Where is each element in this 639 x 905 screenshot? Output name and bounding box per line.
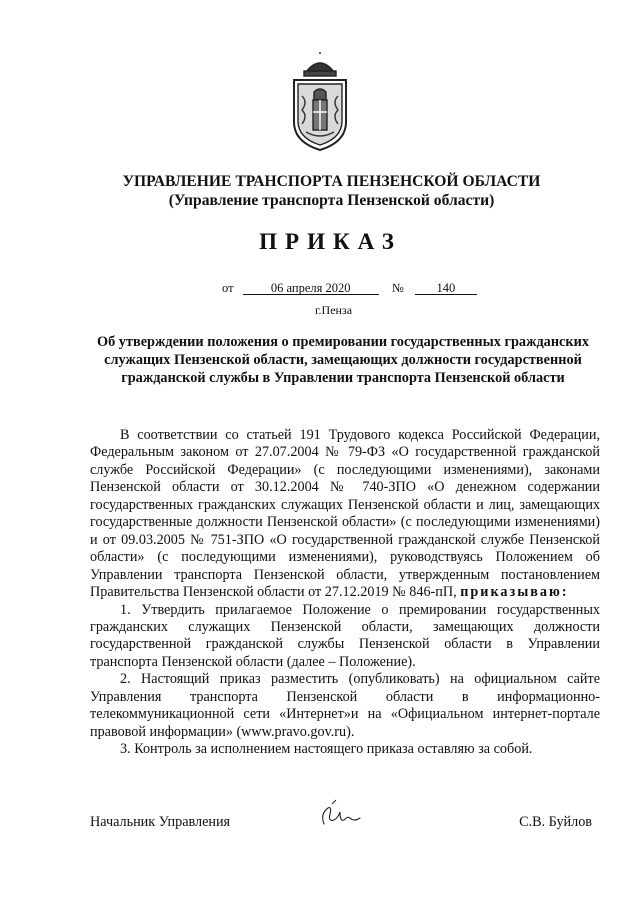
- order-item: 1. Утвердить прилагаемое Положение о премировании государственных гражданских служащих Пензенской области, замещающих должности государственной гражданской службы Пензенской области в Управлении транспорта Пензенской области (далее – Положение).: [90, 601, 600, 670]
- number-label: №: [391, 281, 404, 295]
- document-body: [90, 427, 600, 759]
- signer-name: С.В. Буйлов: [519, 814, 592, 830]
- signer-position: Начальник Управления: [90, 814, 231, 830]
- document-date: 06 апреля 2020: [243, 282, 379, 295]
- organization-name: УПРАВЛЕНИЕ ТРАНСПОРТА ПЕНЗЕНСКОЙ ОБЛАСТИ: [122, 173, 541, 190]
- order-item: 3. Контроль за исполнением настоящего приказа оставляю за собой.: [120, 741, 533, 758]
- document-type-title: ПРИКАЗ: [259, 229, 402, 254]
- preamble-paragraph: [90, 427, 600, 602]
- document-number: 140: [415, 282, 477, 295]
- document-date-number-line: [222, 281, 477, 296]
- signature-block: [90, 812, 600, 836]
- document-subject: Об утверждении положения о премировании государственных гражданских служащих Пензенской области, замещающих должности государственной гражданской службы в Управлении транспорта Пензенской области: [96, 334, 590, 387]
- organization-name-short: (Управление транспорта Пензенской области): [168, 192, 495, 209]
- preamble-text: В соответствии со статьей 191 Трудового кодекса Российской Федерации, Федеральным законом от 27.07.2004 № 79-ФЗ «О государственной гражданской службе Российской Федерации» (с последующими изменениями), законами Пензенской области от 30.12.2004 № 740-ЗПО «О денежном содержании государственных гражданских служащих Пензенской области и лиц, замещающих государственные должности Пензенской области» (с последующими изменениями) и от 09.03.2005 № 751-ЗПО «О государственной гражданской службе Пензенской области» (с последующими изменениями), руководствуясь Положением об Управлении транспорта Пензенской области, утвержденным постановлением Правительства Пензенской области от 27.12.2019 № 846-пП,: [90, 427, 600, 601]
- document-city: г.Пенза: [314, 303, 353, 317]
- organization-header: [0, 172, 639, 210]
- handwritten-signature-icon: [318, 798, 366, 832]
- coat-of-arms-icon: [284, 52, 356, 152]
- date-label: от: [222, 281, 234, 295]
- order-word: приказываю:: [460, 584, 569, 601]
- order-item: 2. Настоящий приказ разместить (опубликовать) на официальном сайте Управления транспорта Пензенской области в информационно-телекоммуникационной сети «Интернет»и на «Официальном интернет-портале правовой информации» (www.pravo.gov.ru).: [90, 671, 600, 740]
